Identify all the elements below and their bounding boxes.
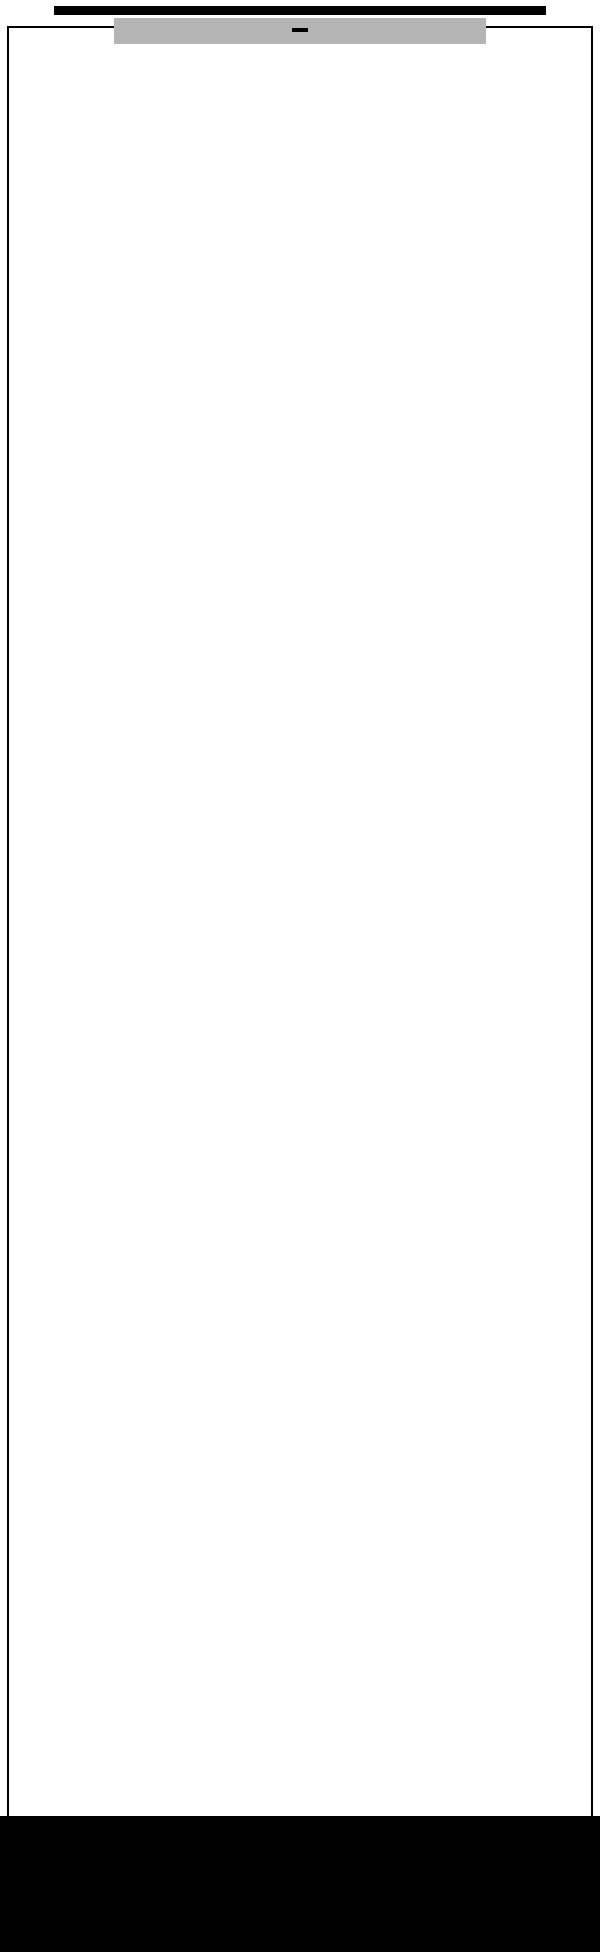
signature-block	[0, 1816, 600, 1952]
department-title-bar	[54, 6, 546, 15]
page-frame	[7, 26, 593, 1924]
tender-notice-bar	[114, 18, 486, 44]
tender-notice-title	[292, 27, 308, 32]
